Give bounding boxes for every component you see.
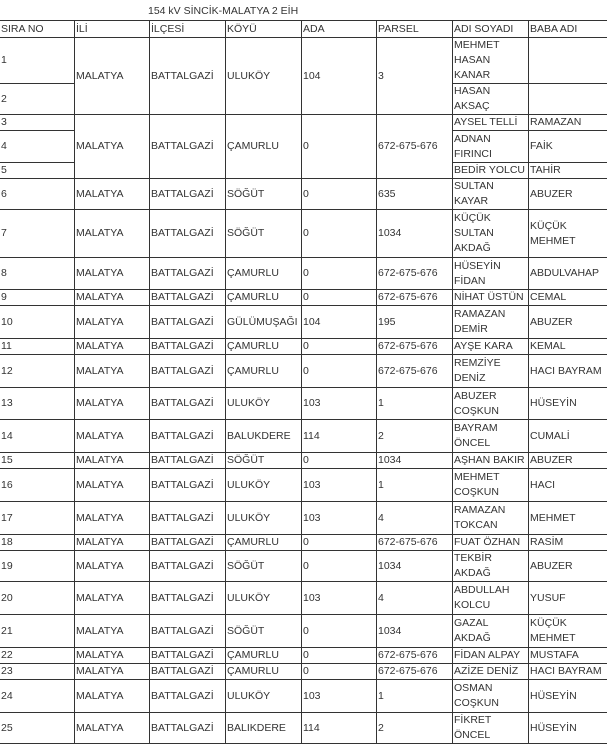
table-row	[0, 306, 607, 339]
cell-ilce: BATTALGAZİ	[150, 115, 226, 179]
cell-koy: BALUKDERE	[226, 420, 302, 453]
cell-sira-no: 21	[0, 615, 75, 648]
cell-adi-soyadi: FİDAN ALPAY	[453, 648, 529, 664]
cell-koy: ÇAMURLU	[226, 535, 302, 551]
cell-adi-soyadi: ABDULLAH KOLCU	[453, 582, 529, 615]
cell-sira-no: 18	[0, 535, 75, 551]
cell-ilce: BATTALGAZİ	[150, 615, 226, 648]
cell-adi-soyadi: AZİZE DENİZ	[453, 664, 529, 680]
cell-parsel: 672-675-676	[377, 355, 453, 388]
cell-parsel: 195	[377, 306, 453, 339]
cell-baba-adi: HACI BAYRAM	[529, 355, 607, 388]
cell-ada: 114	[302, 420, 377, 453]
cell-sira-no: 22	[0, 648, 75, 664]
cell-ilce: BATTALGAZİ	[150, 210, 226, 258]
cell-parsel: 672-675-676	[377, 290, 453, 306]
cell-ilce: BATTALGAZİ	[150, 551, 226, 582]
cell-ada: 0	[302, 355, 377, 388]
cell-baba-adi: FAİK	[529, 131, 607, 163]
cell-parsel: 1034	[377, 210, 453, 258]
table-row	[0, 355, 607, 388]
cell-ilce: BATTALGAZİ	[150, 355, 226, 388]
cell-ada: 0	[302, 648, 377, 664]
landowner-table	[0, 20, 607, 744]
table-row	[0, 535, 607, 551]
cell-ilce: BATTALGAZİ	[150, 648, 226, 664]
cell-adi-soyadi: BEDİR YOLCU	[453, 163, 529, 179]
cell-baba-adi: HACI BAYRAM	[529, 664, 607, 680]
cell-adi-soyadi: AŞHAN BAKIR	[453, 453, 529, 469]
cell-koy: ULUKÖY	[226, 582, 302, 615]
table-row	[0, 680, 607, 713]
table-row	[0, 38, 607, 84]
cell-parsel: 3	[377, 38, 453, 115]
table-row	[0, 664, 607, 680]
cell-adi-soyadi: AYŞE KARA	[453, 339, 529, 355]
cell-sira-no: 17	[0, 502, 75, 535]
cell-adi-soyadi: REMZİYE DENİZ	[453, 355, 529, 388]
cell-il: MALATYA	[75, 306, 150, 339]
cell-koy: SÖĞÜT	[226, 551, 302, 582]
cell-ilce: BATTALGAZİ	[150, 388, 226, 420]
cell-parsel: 635	[377, 179, 453, 210]
header-baba-adi: BABA ADI	[529, 21, 607, 38]
table-row	[0, 420, 607, 453]
cell-sira-no: 13	[0, 388, 75, 420]
cell-koy: SÖĞÜT	[226, 453, 302, 469]
cell-baba-adi: KÜÇÜK MEHMET	[529, 210, 607, 258]
cell-koy: ULUKÖY	[226, 38, 302, 115]
cell-sira-no: 20	[0, 582, 75, 615]
cell-koy: ÇAMURLU	[226, 115, 302, 179]
cell-sira-no: 24	[0, 680, 75, 713]
cell-il: MALATYA	[75, 290, 150, 306]
header-parsel: PARSEL	[377, 21, 453, 38]
cell-adi-soyadi: FİKRET ÖNCEL	[453, 713, 529, 744]
cell-baba-adi: KÜÇÜK MEHMET	[529, 615, 607, 648]
cell-adi-soyadi: MEHMET COŞKUN	[453, 469, 529, 502]
cell-ada: 103	[302, 582, 377, 615]
cell-baba-adi	[529, 84, 607, 115]
cell-adi-soyadi: GAZAL AKDAĞ	[453, 615, 529, 648]
cell-ada: 103	[302, 388, 377, 420]
cell-il: MALATYA	[75, 420, 150, 453]
header-ada: ADA	[302, 21, 377, 38]
cell-ada: 114	[302, 713, 377, 744]
cell-koy: ÇAMURLU	[226, 648, 302, 664]
cell-ada: 0	[302, 615, 377, 648]
cell-adi-soyadi: OSMAN COŞKUN	[453, 680, 529, 713]
cell-sira-no: 15	[0, 453, 75, 469]
cell-koy: ULUKÖY	[226, 388, 302, 420]
cell-sira-no: 23	[0, 664, 75, 680]
cell-parsel: 672-675-676	[377, 115, 453, 179]
cell-parsel: 2	[377, 713, 453, 744]
cell-baba-adi: CEMAL	[529, 290, 607, 306]
cell-koy: GÜLÜMUŞAĞI	[226, 306, 302, 339]
cell-sira-no: 25	[0, 713, 75, 744]
cell-adi-soyadi: KÜÇÜK SULTAN AKDAĞ	[453, 210, 529, 258]
cell-sira-no: 1	[0, 38, 75, 84]
cell-ada: 0	[302, 551, 377, 582]
header-adi-soyadi: ADI SOYADI	[453, 21, 529, 38]
cell-ada: 0	[302, 664, 377, 680]
cell-baba-adi: RASİM	[529, 535, 607, 551]
cell-il: MALATYA	[75, 664, 150, 680]
cell-ilce: BATTALGAZİ	[150, 535, 226, 551]
cell-sira-no: 19	[0, 551, 75, 582]
cell-baba-adi: YUSUF	[529, 582, 607, 615]
cell-adi-soyadi: NİHAT ÜSTÜN	[453, 290, 529, 306]
cell-ilce: BATTALGAZİ	[150, 420, 226, 453]
table-row	[0, 179, 607, 210]
cell-il: MALATYA	[75, 355, 150, 388]
cell-koy: SÖĞÜT	[226, 179, 302, 210]
cell-baba-adi: RAMAZAN	[529, 115, 607, 131]
cell-il: MALATYA	[75, 388, 150, 420]
cell-baba-adi: ABDULVAHAP	[529, 258, 607, 290]
table-row	[0, 502, 607, 535]
cell-adi-soyadi: MEHMET HASAN KANAR	[453, 38, 529, 84]
table-row	[0, 582, 607, 615]
cell-ilce: BATTALGAZİ	[150, 713, 226, 744]
cell-koy: ÇAMURLU	[226, 664, 302, 680]
table-row	[0, 290, 607, 306]
cell-il: MALATYA	[75, 582, 150, 615]
cell-il: MALATYA	[75, 453, 150, 469]
cell-koy: ÇAMURLU	[226, 339, 302, 355]
cell-parsel: 672-675-676	[377, 648, 453, 664]
cell-sira-no: 2	[0, 84, 75, 115]
cell-parsel: 672-675-676	[377, 258, 453, 290]
cell-sira-no: 3	[0, 115, 75, 131]
cell-sira-no: 12	[0, 355, 75, 388]
document-title: 154 kV SİNCİK-MALATYA 2 EİH	[148, 3, 298, 19]
cell-il: MALATYA	[75, 469, 150, 502]
cell-koy: ÇAMURLU	[226, 355, 302, 388]
cell-ilce: BATTALGAZİ	[150, 38, 226, 115]
cell-baba-adi: ABUZER	[529, 179, 607, 210]
table-row	[0, 453, 607, 469]
cell-adi-soyadi: RAMAZAN DEMİR	[453, 306, 529, 339]
cell-baba-adi: MUSTAFA	[529, 648, 607, 664]
cell-sira-no: 5	[0, 163, 75, 179]
cell-parsel: 672-675-676	[377, 535, 453, 551]
cell-ada: 0	[302, 179, 377, 210]
cell-parsel: 672-675-676	[377, 339, 453, 355]
cell-ada: 0	[302, 339, 377, 355]
header-ilce: İLÇESİ	[150, 21, 226, 38]
cell-koy: ÇAMURLU	[226, 258, 302, 290]
cell-il: MALATYA	[75, 210, 150, 258]
header-row	[0, 21, 607, 38]
cell-parsel: 1	[377, 388, 453, 420]
cell-baba-adi: MEHMET	[529, 502, 607, 535]
cell-adi-soyadi: FUAT ÖZHAN	[453, 535, 529, 551]
cell-baba-adi: HACI	[529, 469, 607, 502]
cell-sira-no: 6	[0, 179, 75, 210]
cell-baba-adi: ABUZER	[529, 453, 607, 469]
cell-parsel: 1034	[377, 453, 453, 469]
cell-baba-adi: KEMAL	[529, 339, 607, 355]
cell-ilce: BATTALGAZİ	[150, 179, 226, 210]
table-row	[0, 388, 607, 420]
cell-il: MALATYA	[75, 339, 150, 355]
cell-adi-soyadi: TEKBİR AKDAĞ	[453, 551, 529, 582]
cell-ilce: BATTALGAZİ	[150, 680, 226, 713]
cell-ada: 103	[302, 502, 377, 535]
cell-koy: ULUKÖY	[226, 469, 302, 502]
table-row	[0, 339, 607, 355]
cell-parsel: 4	[377, 502, 453, 535]
cell-ada: 0	[302, 115, 377, 179]
header-koy: KÖYÜ	[226, 21, 302, 38]
cell-adi-soyadi: SULTAN KAYAR	[453, 179, 529, 210]
cell-baba-adi: ABUZER	[529, 551, 607, 582]
cell-baba-adi: HÜSEYİN	[529, 680, 607, 713]
cell-sira-no: 7	[0, 210, 75, 258]
cell-sira-no: 10	[0, 306, 75, 339]
table-row	[0, 551, 607, 582]
cell-il: MALATYA	[75, 648, 150, 664]
header-il: İLİ	[75, 21, 150, 38]
cell-parsel: 1	[377, 680, 453, 713]
cell-il: MALATYA	[75, 258, 150, 290]
cell-sira-no: 4	[0, 131, 75, 163]
cell-sira-no: 16	[0, 469, 75, 502]
table-row	[0, 258, 607, 290]
cell-ada: 104	[302, 306, 377, 339]
cell-ilce: BATTALGAZİ	[150, 290, 226, 306]
cell-ilce: BATTALGAZİ	[150, 306, 226, 339]
cell-koy: BALIKDERE	[226, 713, 302, 744]
cell-il: MALATYA	[75, 713, 150, 744]
cell-parsel: 672-675-676	[377, 664, 453, 680]
cell-parsel: 1	[377, 469, 453, 502]
cell-adi-soyadi: HASAN AKSAÇ	[453, 84, 529, 115]
cell-il: MALATYA	[75, 502, 150, 535]
cell-baba-adi: HÜSEYİN	[529, 713, 607, 744]
cell-baba-adi: HÜSEYİN	[529, 388, 607, 420]
cell-adi-soyadi: RAMAZAN TOKCAN	[453, 502, 529, 535]
cell-il: MALATYA	[75, 680, 150, 713]
cell-parsel: 2	[377, 420, 453, 453]
cell-il: MALATYA	[75, 551, 150, 582]
cell-baba-adi: CUMALİ	[529, 420, 607, 453]
cell-adi-soyadi: ABUZER COŞKUN	[453, 388, 529, 420]
cell-ada: 103	[302, 680, 377, 713]
cell-il: MALATYA	[75, 615, 150, 648]
table-row	[0, 469, 607, 502]
table-row	[0, 615, 607, 648]
cell-sira-no: 14	[0, 420, 75, 453]
cell-ilce: BATTALGAZİ	[150, 453, 226, 469]
cell-adi-soyadi: HÜSEYİN FİDAN	[453, 258, 529, 290]
cell-koy: ÇAMURLU	[226, 290, 302, 306]
table-row	[0, 115, 607, 131]
cell-koy: ULUKÖY	[226, 680, 302, 713]
cell-koy: SÖĞÜT	[226, 210, 302, 258]
cell-parsel: 4	[377, 582, 453, 615]
cell-parsel: 1034	[377, 551, 453, 582]
cell-ada: 104	[302, 38, 377, 115]
cell-adi-soyadi: BAYRAM ÖNCEL	[453, 420, 529, 453]
cell-ada: 0	[302, 210, 377, 258]
cell-ilce: BATTALGAZİ	[150, 582, 226, 615]
cell-baba-adi	[529, 38, 607, 84]
table-row	[0, 713, 607, 744]
cell-adi-soyadi: AYSEL TELLİ	[453, 115, 529, 131]
cell-koy: ULUKÖY	[226, 502, 302, 535]
header-sira-no: SIRA NO	[0, 21, 75, 38]
cell-ada: 0	[302, 258, 377, 290]
cell-ilce: BATTALGAZİ	[150, 258, 226, 290]
table-body	[0, 38, 607, 744]
table-row	[0, 210, 607, 258]
cell-ada: 0	[302, 535, 377, 551]
cell-sira-no: 8	[0, 258, 75, 290]
cell-il: MALATYA	[75, 179, 150, 210]
table-row	[0, 648, 607, 664]
cell-il: MALATYA	[75, 535, 150, 551]
cell-baba-adi: TAHİR	[529, 163, 607, 179]
cell-baba-adi: ABUZER	[529, 306, 607, 339]
cell-il: MALATYA	[75, 115, 150, 179]
cell-koy: SÖĞÜT	[226, 615, 302, 648]
cell-adi-soyadi: ADNAN FIRINCI	[453, 131, 529, 163]
cell-sira-no: 11	[0, 339, 75, 355]
cell-ada: 0	[302, 290, 377, 306]
cell-sira-no: 9	[0, 290, 75, 306]
cell-ilce: BATTALGAZİ	[150, 469, 226, 502]
cell-ada: 0	[302, 453, 377, 469]
cell-parsel: 1034	[377, 615, 453, 648]
cell-ilce: BATTALGAZİ	[150, 502, 226, 535]
cell-ilce: BATTALGAZİ	[150, 339, 226, 355]
cell-ada: 103	[302, 469, 377, 502]
cell-ilce: BATTALGAZİ	[150, 664, 226, 680]
cell-il: MALATYA	[75, 38, 150, 115]
